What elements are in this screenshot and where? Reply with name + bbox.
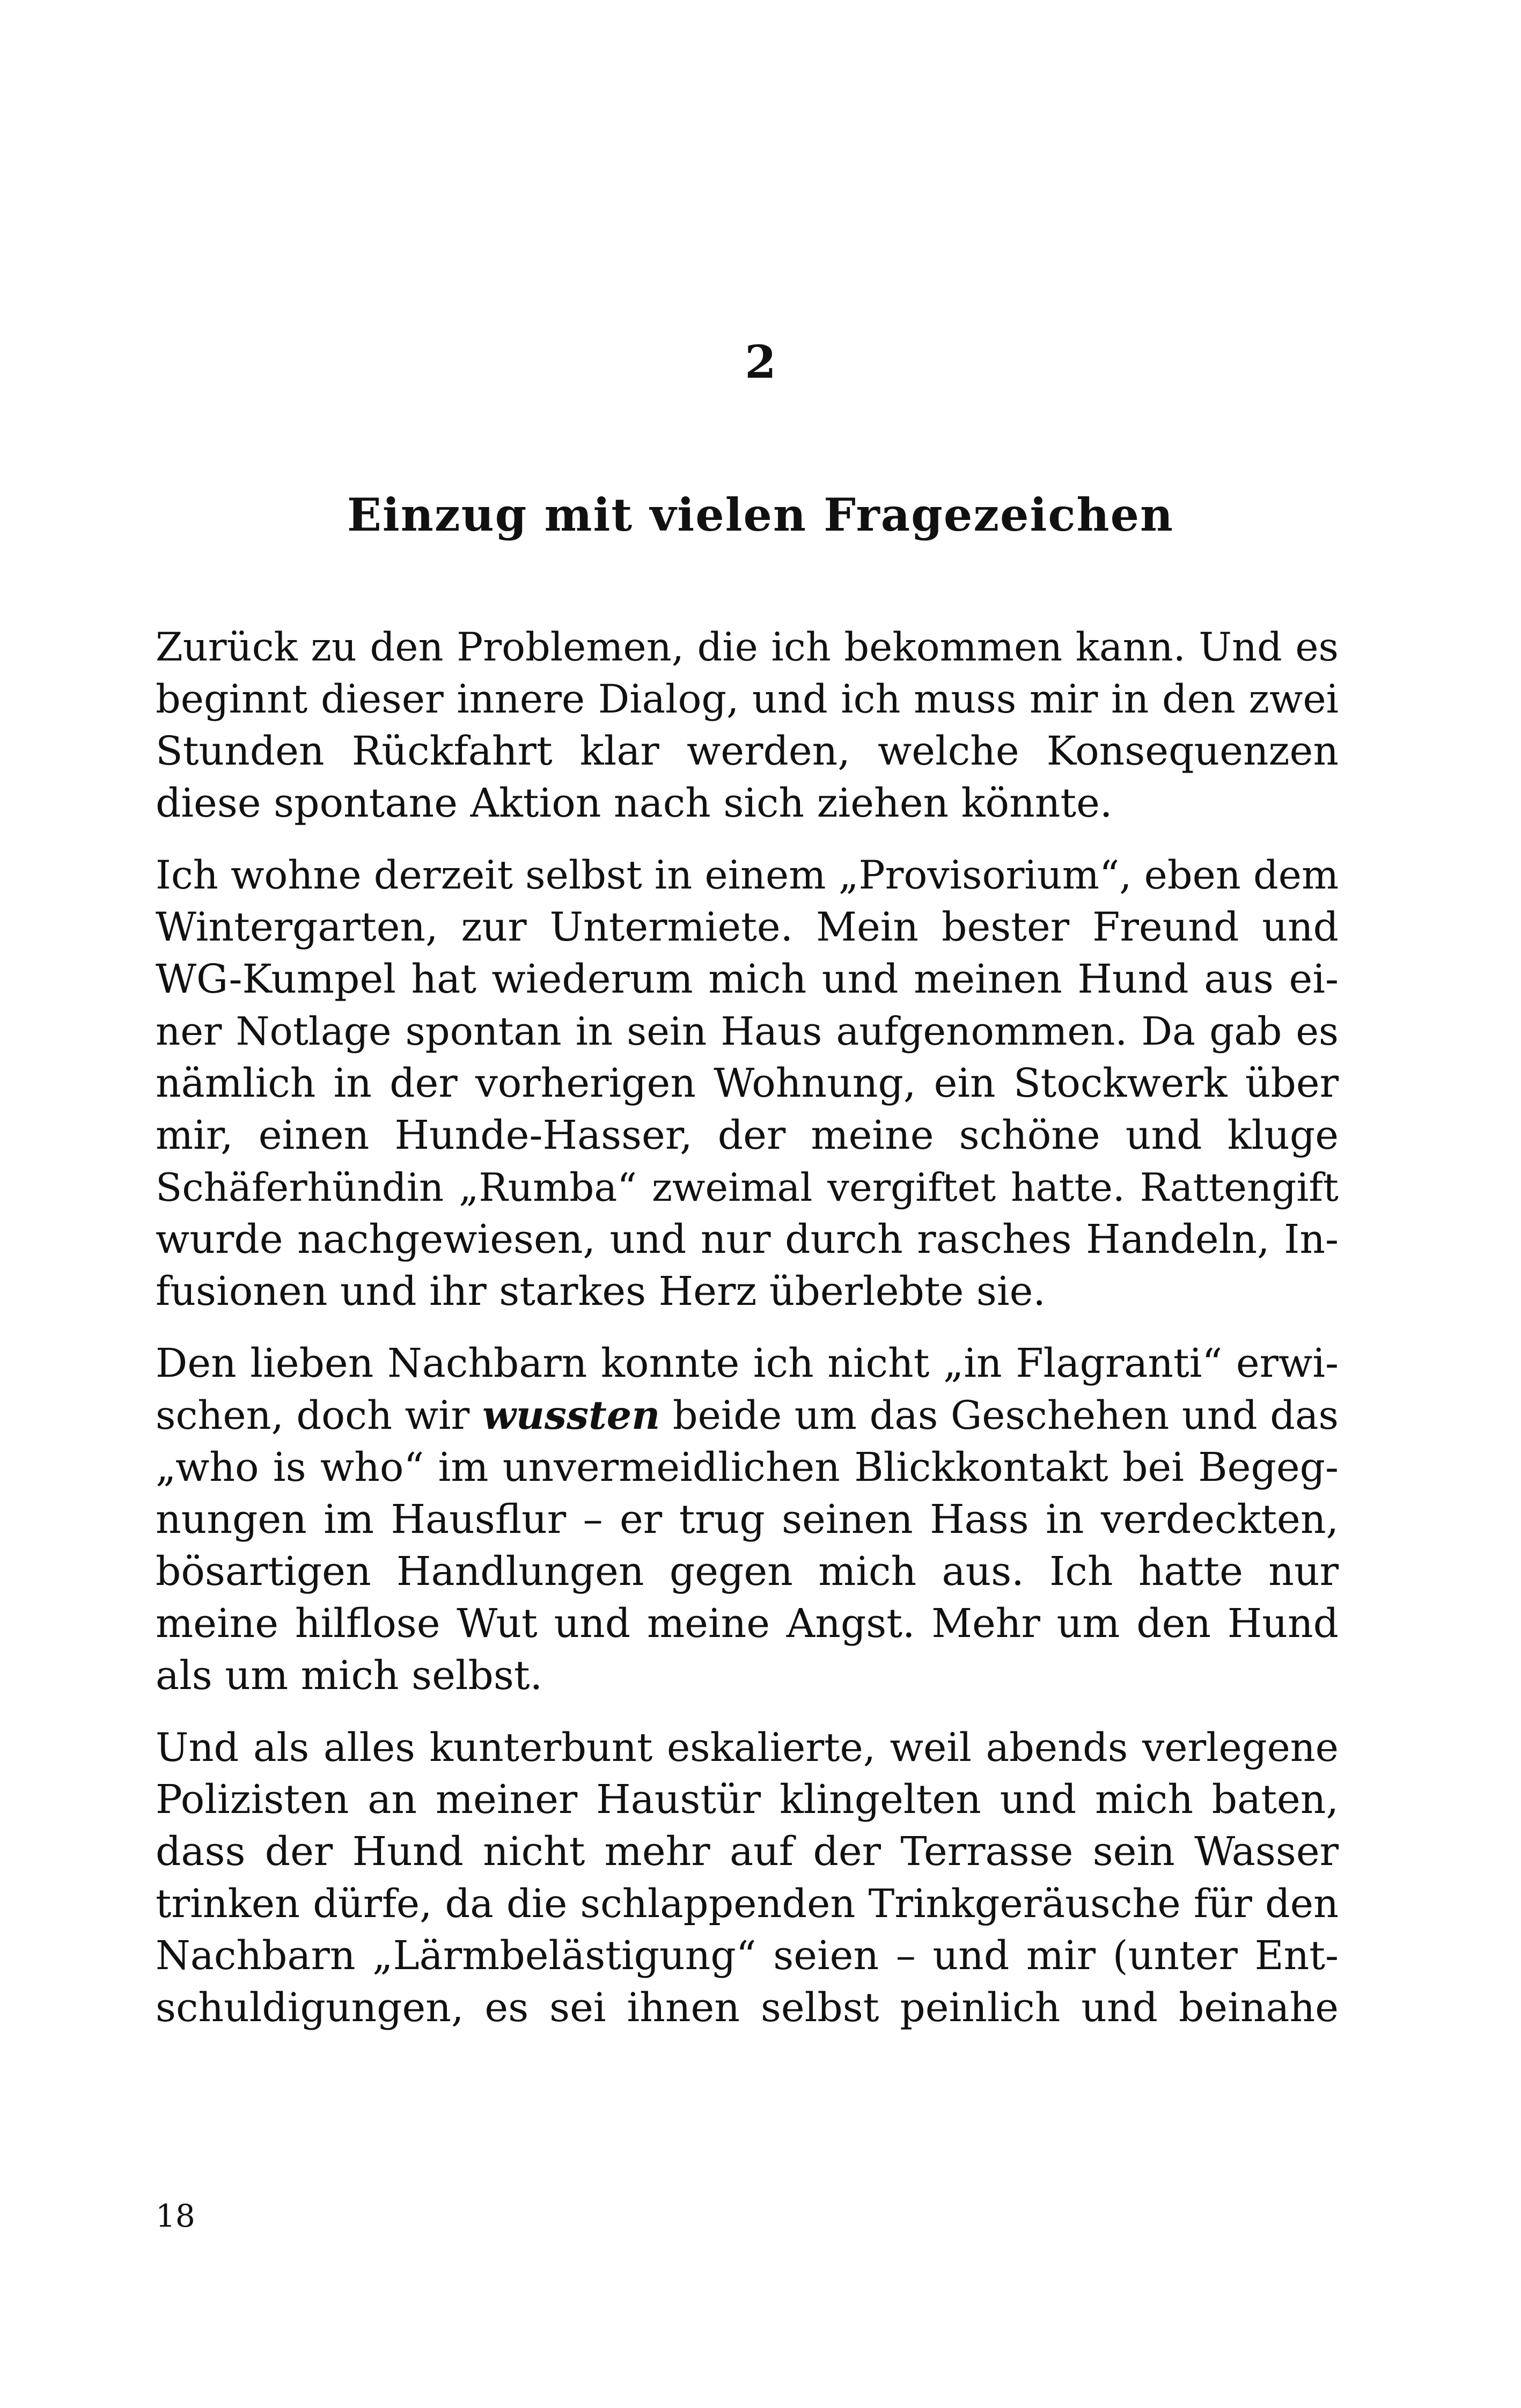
paragraph-3 [156, 1338, 1339, 1702]
body-text [156, 621, 1339, 2034]
paragraph-4 [156, 1722, 1339, 2034]
text-line: Den lieben Nachbarn konnte ich nicht „in Flagranti“ erwi- [156, 1340, 1339, 1386]
text-line: dass der Hund nicht mehr auf der Terrasse sein Wasser [156, 1829, 1339, 1875]
text-line: WG-Kumpel hat wiederum mich und meinen Hund aus ei- [156, 956, 1339, 1002]
chapter-title: Einzug mit vielen Fragezeichen [347, 488, 1174, 541]
text-line: Schäferhündin „Rumba“ zweimal vergiftet hatte. Rattengift [156, 1165, 1339, 1210]
text-line: diese spontane Aktion nach sich ziehen könnte. [156, 780, 1113, 826]
text-line: meine hilflose Wut und meine Angst. Mehr um den Hund [156, 1601, 1339, 1647]
text-line: Stunden Rückfahrt klar werden, welche Konsequenzen [156, 728, 1339, 774]
text-line: bösartigen Handlungen gegen mich aus. Ich hatte nur [156, 1548, 1339, 1595]
text-line: „who is who“ im unvermeidlichen Blickkontakt bei Begeg- [156, 1444, 1339, 1491]
text-line: wurde nachgewiesen, und nur durch rasches Handeln, In- [156, 1216, 1339, 1262]
text-line: ner Notlage spontan in sein Haus aufgenommen. Da gab es [156, 1009, 1339, 1054]
text-segment: beide um das Geschehen und das [660, 1393, 1339, 1438]
page-number: 18 [156, 2198, 195, 2234]
text-line: Und als alles kunterbunt eskalierte, weil abends verlegene [156, 1725, 1339, 1771]
chapter-number: 2 [745, 335, 776, 388]
emphasized-word: wussten [482, 1392, 660, 1438]
text-line: Nachbarn „Lärmbelästigung“ seien – und mir (unter Ent- [156, 1933, 1339, 1979]
text-line: Zurück zu den Problemen, die ich bekommen kann. Und es [156, 625, 1339, 670]
text-line: nämlich in der vorherigen Wohnung, ein Stockwerk über [156, 1060, 1339, 1106]
paragraph-2 [156, 849, 1339, 1318]
text-line: schuldigungen, es sei ihnen selbst peinlich und beinahe [156, 1985, 1339, 2031]
text-line-with-emphasis [156, 1390, 1339, 1442]
text-line: Polizisten an meiner Haustür klingelten und mich baten, [156, 1776, 1339, 1823]
text-line: Ich wohne derzeit selbst in einem „Provisorium“, eben dem [156, 853, 1339, 898]
text-line: trinken dürfe, da die schlappenden Trinkgeräusche für den [156, 1881, 1339, 1927]
text-line: als um mich selbst. [156, 1653, 543, 1699]
text-line: beginnt dieser innere Dialog, und ich muss mir in den zwei [156, 677, 1339, 722]
text-line: nungen im Hausflur – er trug seinen Hass in verdeckten, [156, 1496, 1339, 1543]
paragraph-1 [156, 621, 1339, 829]
text-line: fusionen und ihr starkes Herz überlebte sie. [156, 1268, 1046, 1315]
text-segment: schen, doch wir [156, 1393, 482, 1438]
text-line: mir, einen Hunde-Hasser, der meine schöne und kluge [156, 1112, 1339, 1158]
text-line: Wintergarten, zur Untermiete. Mein bester Freund und [156, 904, 1339, 950]
